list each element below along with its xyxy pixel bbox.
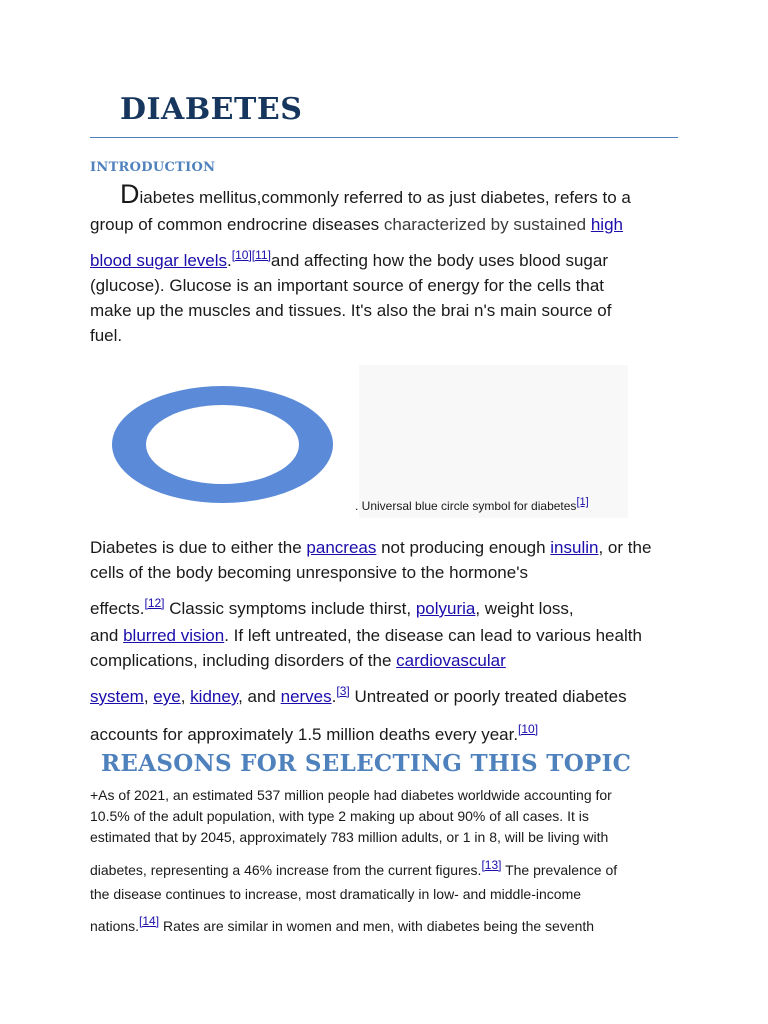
link-polyuria[interactable]: polyuria xyxy=(415,599,476,618)
caption-text: . Universal blue circle symbol for diabetes xyxy=(355,499,577,513)
body-line-6 xyxy=(90,679,680,709)
ref-11[interactable]: [11] xyxy=(251,248,271,262)
link-pancreas[interactable]: pancreas xyxy=(306,538,377,557)
body-text: effects. xyxy=(90,599,145,618)
body-line-3 xyxy=(90,591,680,621)
body-text: , and xyxy=(238,687,281,706)
ref-14[interactable]: [14] xyxy=(139,914,160,928)
section-heading-introduction: INTRODUCTION xyxy=(90,160,216,175)
reasons-line-6 xyxy=(90,911,670,937)
link-eye[interactable]: eye xyxy=(153,687,181,706)
body-text: not producing enough xyxy=(376,538,551,557)
body-text: Diabetes is due to either the xyxy=(90,538,307,557)
ref-12[interactable]: [12] xyxy=(144,596,165,610)
body-text: . If left untreated, the disease can lead to various health xyxy=(224,626,642,645)
drop-cap: D xyxy=(120,179,140,209)
intro-line-6: fuel. xyxy=(90,326,123,345)
page-title: DIABETES xyxy=(120,92,303,127)
intro-line-1 xyxy=(90,179,680,210)
link-blurred-vision[interactable]: blurred vision xyxy=(123,626,225,645)
intro-line-4: (glucose). Glucose is an important source of energy for the cells that xyxy=(90,276,605,295)
body-line-5 xyxy=(90,648,680,673)
body-text: complications, including disorders of the xyxy=(90,651,397,670)
intro-paragraph xyxy=(90,179,680,348)
reasons-line-1: +As of 2021, an estimated 537 million people had diabetes worldwide accounting for xyxy=(90,787,612,803)
reasons-line-3: estimated that by 2045, approximately 783 million adults, or 1 in 8, will be living with xyxy=(90,829,609,845)
intro-text-2b: characterized by sustained xyxy=(383,215,591,234)
link-kidney[interactable]: kidney xyxy=(190,687,239,706)
intro-line-5: make up the muscles and tissues. It's also the brai n's main source of xyxy=(90,301,612,320)
body-paragraph xyxy=(90,535,680,747)
body-text: , xyxy=(180,687,191,706)
intro-line-2 xyxy=(90,212,680,237)
ref-10[interactable]: [10] xyxy=(231,248,252,262)
reasons-line-4 xyxy=(90,855,670,881)
reasons-line-5: the disease continues to increase, most dramatically in low- and middle-income xyxy=(90,886,582,902)
reasons-line-2: 10.5% of the adult population, with type 2 making up about 90% of all cases. It is xyxy=(90,808,589,824)
figure-caption xyxy=(355,496,589,513)
intro-text-1: iabetes mellitus,commonly referred to as just diabetes, refers to a xyxy=(139,188,631,207)
body-text: . xyxy=(331,687,337,706)
link-nerves[interactable]: nerves xyxy=(280,687,332,706)
intro-line-3 xyxy=(90,243,680,273)
ref-1[interactable]: [1] xyxy=(576,496,589,508)
reasons-text: diabetes, representing a 46% increase from the current figures. xyxy=(90,862,482,878)
link-blood-sugar-levels[interactable]: blood sugar levels xyxy=(90,251,228,270)
body-line-4 xyxy=(90,623,680,648)
ref-3[interactable]: [3] xyxy=(336,684,350,698)
intro-text-2a: group of common endrocrine diseases xyxy=(90,215,384,234)
ref-13[interactable]: [13] xyxy=(481,858,502,872)
body-text: , xyxy=(143,687,154,706)
reasons-text: Rates are similar in women and men, with diabetes being the seventh xyxy=(159,918,595,934)
reasons-text: The prevalence of xyxy=(501,862,618,878)
body-text: , or the xyxy=(598,538,652,557)
body-line-1 xyxy=(90,535,680,560)
reasons-text: nations. xyxy=(90,918,140,934)
intro-text-3: and affecting how the body uses blood sugar xyxy=(270,251,609,270)
link-system[interactable]: system xyxy=(90,687,144,706)
link-cardiovascular[interactable]: cardiovascular xyxy=(396,651,506,670)
title-underline xyxy=(90,137,678,138)
intro-dot: . xyxy=(227,251,232,270)
body-text: and xyxy=(90,626,124,645)
body-text: , weight loss, xyxy=(475,599,574,618)
link-insulin[interactable]: insulin xyxy=(550,538,599,557)
reasons-paragraph xyxy=(90,785,670,937)
body-text: Untreated or poorly treated diabetes xyxy=(349,687,627,706)
body-text: accounts for approximately 1.5 million deaths every year. xyxy=(90,725,519,744)
blue-circle-symbol-hole xyxy=(146,405,299,484)
link-high[interactable]: high xyxy=(590,215,623,234)
body-line-7 xyxy=(90,717,680,747)
body-line-2: cells of the body becoming unresponsive to the hormone's xyxy=(90,563,528,582)
ref-10b[interactable]: [10] xyxy=(518,722,539,736)
section-heading-reasons: REASONS FOR SELECTING THIS TOPIC xyxy=(101,750,632,777)
body-text: Classic symptoms include thirst, xyxy=(164,599,416,618)
